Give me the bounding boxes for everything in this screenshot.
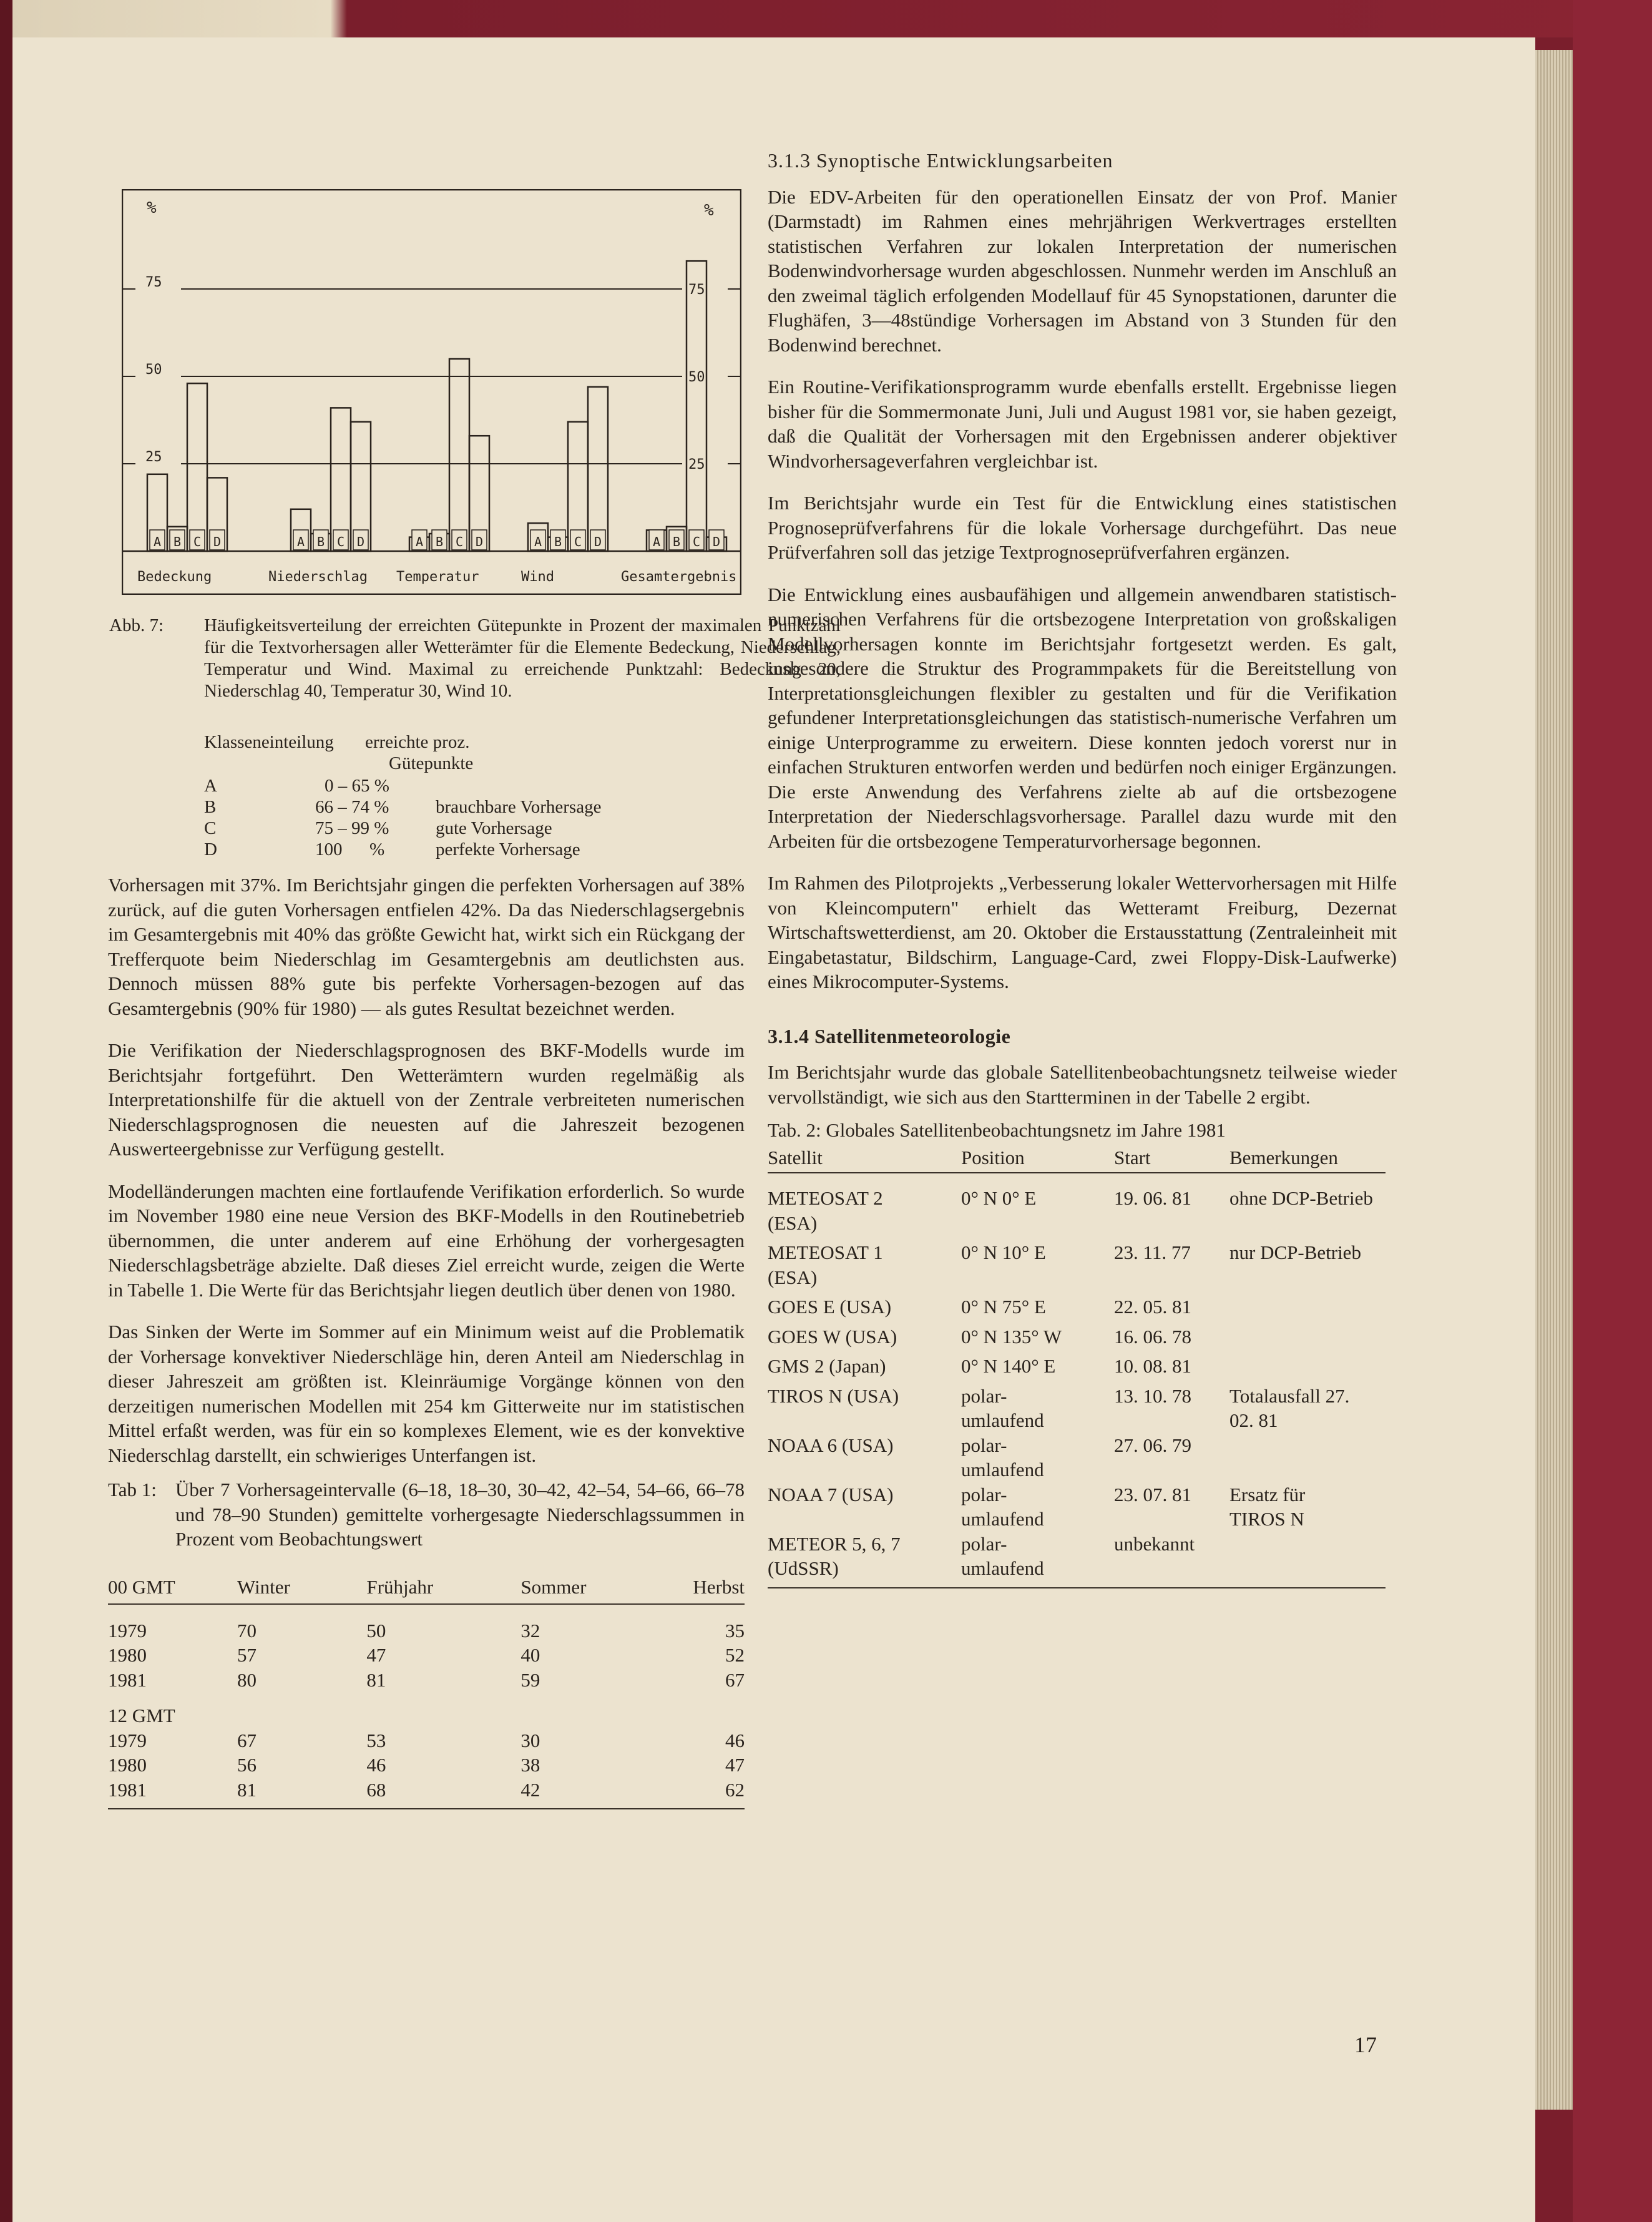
table-cell: TIROS N (USA) — [768, 1384, 899, 1407]
table-cell: 0° N 0° E — [961, 1187, 1037, 1209]
figure-caption-text: Häufigkeitsverteilung der erreichten Gütepunkte in Prozent der maximalen Punktzahl für die Textvorhersagen aller Wetterämter für die Elemente Bedeckung, Niederschlag, Temperatur und Wind. Maximal zu erreichende Punktzahl: Bedeckung 20, Niederschlag 40, Temperatur 30, Wind 10. — [204, 615, 841, 701]
table-row — [768, 1532, 1386, 1588]
table-row — [768, 1324, 1386, 1354]
table-cell: 40 — [521, 1644, 540, 1666]
bar-chart-svg — [122, 189, 741, 595]
table-cell: 38 — [521, 1754, 540, 1776]
class-letter: D — [204, 839, 217, 859]
table-cell: NOAA 7 (USA) — [768, 1483, 894, 1505]
right-column — [768, 149, 1397, 1588]
bar-class-label: A — [296, 534, 305, 549]
paragraph: Ein Routine-Verifikationsprogramm wurde ebenfalls erstellt. Ergebnisse liegen bisher für die Sommermonate Juni, Juli und August 1981 vor, sie haben gezeigt, daß die Qualität der Vorhersagen mit den Ergebnissen anderer objektiver Windvorhersageverfahren vergleichbar ist. — [768, 376, 1397, 472]
class-letter: B — [204, 797, 217, 817]
group-label-bedeckung: Bedeckung — [137, 569, 212, 585]
table-2-caption: Tab. 2: Globales Satellitenbeobachtungsnetz im Jahre 1981 — [768, 1119, 1226, 1141]
bar-class-label: A — [415, 534, 424, 549]
table-cell: ohne DCP-Betrieb — [1229, 1187, 1373, 1209]
bar-class-label: C — [336, 534, 345, 549]
table-cell: 68 — [366, 1778, 386, 1801]
table-row — [108, 1668, 745, 1693]
table-cell: 22. 05. 81 — [1114, 1296, 1191, 1318]
table-cell: 80 — [237, 1668, 257, 1691]
table-header-cell: Position — [961, 1146, 1025, 1168]
classes-header-2: erreichte proz. — [365, 732, 470, 752]
table-cell: 62 — [725, 1778, 745, 1801]
table-header-cell: 00 GMT — [108, 1576, 175, 1598]
bar-class-label: B — [316, 534, 325, 549]
classes-header-1: Klasseneinteilung — [204, 732, 334, 752]
table-cell: 10. 08. 81 — [1114, 1355, 1191, 1377]
paragraph: Im Berichtsjahr wurde das globale Satellitenbeobachtungsnetz teilweise wieder vervollständigt, wie sich aus den Startterminen in der Tabelle 2 ergibt. — [768, 1061, 1397, 1108]
table-row — [108, 1728, 745, 1753]
table-cell — [1229, 1295, 1386, 1324]
table-cell: 23. 11. 77 — [1114, 1241, 1191, 1263]
table-row — [108, 1753, 745, 1778]
bar-class-label: D — [712, 534, 721, 549]
bar-class-label: B — [173, 534, 182, 549]
class-range: 100 % — [315, 839, 385, 859]
book-cover-edge — [1573, 0, 1652, 2222]
table-cell — [1229, 1433, 1386, 1482]
class-letter: C — [204, 818, 217, 838]
table-cell: 0° N 135° W — [961, 1325, 1062, 1348]
group-label-niederschlag: Niederschlag — [268, 569, 368, 585]
table-cell: METEOSAT 1 (ESA) — [768, 1241, 883, 1288]
table-cell: 0° N 75° E — [961, 1296, 1046, 1318]
book-binding — [0, 0, 12, 2222]
bar-class-label: C — [455, 534, 464, 549]
table-cell: 67 — [725, 1668, 745, 1691]
y-tick-label-right: 50 — [688, 370, 705, 385]
y-tick-label-left: 25 — [145, 449, 162, 465]
y-tick-label-right: 75 — [688, 282, 705, 298]
table-cell: 59 — [521, 1668, 540, 1691]
table-cell: 13. 10. 78 — [1114, 1384, 1191, 1407]
table-cell: 1980 — [108, 1644, 147, 1666]
paragraph: Im Rahmen des Pilotprojekts „Verbesserung lokaler Wettervorhersagen mit Hilfe von Kleincomputern" erhielt das Wetteramt Freiburg, Dezernat Wirtschaftswetterdienst, am 20. Oktober die Erstausstattung (Zentraleinheit mit Eingabetastatur, Bildschirm, Language-Card, zwei Floppy-Disk-Laufwerke) eines Mikrocomputer-Systems. — [768, 872, 1397, 992]
table-1-label: Tab 1: — [108, 1479, 157, 1500]
table-cell: 57 — [237, 1644, 257, 1666]
table-row — [108, 1778, 745, 1809]
table-header-cell: Start — [1114, 1146, 1151, 1168]
table-cell: NOAA 6 (USA) — [768, 1434, 894, 1456]
table-cell: unbekannt — [1114, 1532, 1195, 1555]
bar-class-label: D — [594, 534, 602, 549]
table-cell: 70 — [237, 1619, 257, 1642]
paragraph: Die EDV-Arbeiten für den operationellen Einsatz der von Prof. Manier (Darmstadt) im Rahmen eines mehrjährigen Werkvertrages erstellten statistischen Verfahren zur lokalen Interpretation der numerischen Bodenwindvorhersage wurden abgeschlossen. Nunmehr werden im Anschluß an den zweimal täglich erfolgenden Modellauf für 45 Synopstationen, darunter die Flughäfen, 3—48stündige Vorhersagen im Abstand von 3 Stunden für den Bodenwind berechnet. — [768, 185, 1397, 356]
paragraph: Die Entwicklung eines ausbaufähigen und allgemein anwendbaren statistisch-numerischen Verfahrens für die ortsbezogene Interpretation von großskaligen Modellvorhersagen konnte im Berichtsjahr fortgesetzt werden. Es galt, insbesondere die Struktur des Programmpakets für die Bereitstellung von Interpretationsgleichungen flexibler zu gestalten und für die Verifikation gefundener Interpretationsgleichungen das statistisch-numerische Verfahren um einige Unterprogramme zu erweitern. Diese konnten jedoch vorerst nur in einfachen Strukturen entworfen werden und bedürfen noch einiger Ergänzungen. Die erste Anwendung des Verfahrens zielte ab auf die ortsbezogene Interpretation der Niederschlagsvorhersage. Parallel dazu wurde mit den Arbeiten für die ortsbezogene Temperaturvorhersage begonnen. — [768, 583, 1397, 852]
y-axis-label-left: % — [147, 198, 157, 217]
book-page — [12, 37, 1535, 2222]
table-cell: 53 — [366, 1729, 386, 1751]
bar-class-label: C — [692, 534, 701, 549]
bar-gesamtergebnis-c — [687, 261, 706, 551]
section-heading: 3.1.3 Synoptische Entwicklungsarbeiten — [768, 149, 1113, 172]
table-cell: Ersatz für TIROS N — [1229, 1483, 1306, 1530]
table-cell: 47 — [366, 1644, 386, 1666]
paragraph: Im Berichtsjahr wurde ein Test für die Entwicklung eines statistischen Prognoseprüfverfahrens für die lokale Vorhersage durchgeführt. Das neue Prüfverfahren soll das jetzige Textprognoseprüfverfahren ergänzen. — [768, 492, 1397, 563]
table-cell — [1229, 1354, 1386, 1384]
table-cell: polar-umlaufend — [961, 1532, 1044, 1579]
table-cell: 1979 — [108, 1729, 147, 1751]
table-cell: 1981 — [108, 1778, 147, 1801]
book-top-edge — [0, 0, 1652, 37]
y-axis-label-right: % — [704, 201, 714, 220]
table-cell: GOES W (USA) — [768, 1325, 897, 1348]
table-cell: polar-umlaufend — [961, 1483, 1044, 1530]
table-2 — [768, 1145, 1386, 1588]
table-header-cell: Satellit — [768, 1146, 823, 1168]
table-row — [768, 1384, 1386, 1433]
bar-temperatur-c — [449, 359, 469, 551]
bar-class-label: C — [574, 534, 582, 549]
y-tick-label-left: 50 — [145, 362, 162, 378]
figure-caption-label: Abb. 7: — [109, 615, 164, 635]
table-cell: 1979 — [108, 1619, 147, 1642]
bar-bedeckung-c — [187, 383, 207, 551]
table-header-cell: Frühjahr — [366, 1576, 434, 1598]
table-cell: 81 — [366, 1668, 386, 1691]
table-row — [768, 1240, 1386, 1295]
table-header-cell: Winter — [237, 1576, 290, 1598]
table-cell: 16. 06. 78 — [1114, 1325, 1191, 1348]
section-heading: 3.1.4 Satellitenmeteorologie — [768, 1024, 1011, 1047]
table-row — [768, 1354, 1386, 1384]
table-cell: GMS 2 (Japan) — [768, 1355, 886, 1377]
bar-class-label: D — [356, 534, 365, 549]
paragraph: Vorhersagen mit 37%. Im Berichtsjahr gingen die perfekten Vorhersagen auf 38% zurück, auf die guten Vorhersagen entfielen 42%. Da das Niederschlagsergebnis im Gesamtergebnis mit 40% das größte Gewicht hat, wirkt sich ein Rückgang der Trefferquote beim Niederschlag im Gesamtergebnis am deutlichsten aus. Dennoch müssen 88% gute bis perfekte Vorhersagen-bezogen auf das Gesamtergebnis (90% für 1980) — als gutes Resultat bezeichnet werden. — [108, 874, 745, 1019]
paragraph: Das Sinken der Werte im Sommer auf ein Minimum weist auf die Problematik der Vorhersage konvektiver Niederschläge hin, deren Anteil am Niederschlag in dieser Jahreszeit am größten ist. Kleinräumige Vorgänge können von den derzeitigen numerischen Modellen mit 254 km Gitterweite nur im statistischen Mittel erfaßt werden, was für ein so komplexes Element, wie es der konvektive Niederschlag darstellt, ein schwieriges Unterfangen ist. — [108, 1321, 745, 1466]
table-1-caption — [108, 1477, 745, 1575]
table-cell: 47 — [725, 1754, 745, 1776]
group-label-wind: Wind — [521, 569, 554, 585]
bar-class-label: D — [475, 534, 484, 549]
table-row — [768, 1482, 1386, 1532]
table-cell: 0° N 10° E — [961, 1241, 1046, 1263]
table-cell: 19. 06. 81 — [1114, 1187, 1191, 1209]
table-header-cell: Sommer — [521, 1576, 587, 1598]
left-column — [108, 873, 745, 1809]
class-note: perfekte Vorhersage — [436, 839, 580, 859]
bar-chart-figure — [122, 189, 741, 595]
paragraph: Die Verifikation der Niederschlagsprognosen des BKF-Modells wurde im Berichtsjahr fortgeführt. Den Wetterämtern wurden regelmäßig als Interpretationshilfe für die aktuell von der Zentrale verbreiteten numerischen Niederschlagsprognosen die neuesten auf die Jahreszeit bezogenen Auswerteergebnisse zur Verfügung gestellt. — [108, 1039, 745, 1160]
table-cell: GOES E (USA) — [768, 1296, 892, 1318]
y-tick-label-right: 25 — [688, 457, 705, 472]
classes-header-3: Gütepunkte — [389, 753, 474, 773]
class-range: 0 – 65 % — [325, 776, 389, 796]
table-cell: 81 — [237, 1778, 257, 1801]
table-cell — [1229, 1532, 1386, 1588]
table-cell: polar-umlaufend — [961, 1384, 1044, 1431]
bar-class-label: A — [153, 534, 162, 549]
table-cell: Totalausfall 27. 02. 81 — [1229, 1384, 1350, 1431]
bar-class-label: D — [213, 534, 222, 549]
table-cell: polar-umlaufend — [961, 1434, 1044, 1481]
table-cell: 56 — [237, 1754, 257, 1776]
table-row — [768, 1433, 1386, 1482]
bar-class-label: B — [554, 534, 562, 549]
class-range: 66 – 74 % — [315, 797, 389, 817]
table-cell: 46 — [725, 1729, 745, 1751]
table-cell: 1981 — [108, 1668, 147, 1691]
table-header-row — [768, 1145, 1386, 1173]
class-range: 75 – 99 % — [315, 818, 389, 838]
table-cell: 0° N 140° E — [961, 1355, 1056, 1377]
table-cell: 32 — [521, 1619, 540, 1642]
bar-class-label: C — [193, 534, 202, 549]
table-section-row — [108, 1692, 745, 1728]
table-cell: 42 — [521, 1778, 540, 1801]
page-stack-edge — [1535, 50, 1573, 2110]
bar-class-label: A — [652, 534, 661, 549]
bar-class-label: B — [435, 534, 444, 549]
table-row — [768, 1295, 1386, 1324]
table-row — [108, 1618, 745, 1643]
paragraph: Modelländerungen machten eine fortlaufende Verifikation erforderlich. So wurde im November 1980 eine neue Version des BKF-Modells in den Routinebetrieb übernommen, die unter anderem auf eine Erhöhung der vorhergesagten Niederschlagsbeträge abzielte. Daß dieses Ziel erreicht wurde, zeigen die Werte in Tabelle 1. Die Werte für das Berichtsjahr liegen deutlich über denen von 1980. — [108, 1180, 745, 1301]
group-label-gesamtergebnis: Gesamtergebnis — [621, 569, 737, 585]
table-cell: nur DCP-Betrieb — [1229, 1241, 1361, 1263]
class-letter: A — [204, 776, 217, 796]
table-row — [768, 1186, 1386, 1240]
table-cell: 27. 06. 79 — [1114, 1434, 1191, 1456]
table-cell: 46 — [366, 1754, 386, 1776]
table-1-caption-text: Über 7 Vorhersageintervalle (6–18, 18–30, 30–42, 42–54, 54–66, 66–78 und 78–90 Stunden) gemittelte vorhergesagte Niederschlagssummen in Prozent vom Beobachtungswert — [175, 1479, 745, 1550]
table-cell: 1980 — [108, 1754, 147, 1776]
class-note: brauchbare Vorhersage — [436, 797, 602, 817]
table-section-label: 12 GMT — [108, 1705, 175, 1726]
table-header-row — [108, 1575, 745, 1604]
table-cell: 67 — [237, 1729, 257, 1751]
table-row — [108, 1643, 745, 1668]
table-cell: 50 — [366, 1619, 386, 1642]
table-cell: 30 — [521, 1729, 540, 1751]
bar-class-label: B — [672, 534, 681, 549]
table-cell: 52 — [725, 1644, 745, 1666]
bar-class-label: A — [534, 534, 542, 549]
table-header-cell: Herbst — [693, 1576, 745, 1598]
table-1 — [108, 1575, 745, 1809]
bar-wind-d — [588, 387, 608, 551]
table-cell: 23. 07. 81 — [1114, 1483, 1191, 1505]
group-label-temperatur: Temperatur — [396, 569, 479, 585]
y-tick-label-left: 75 — [145, 275, 162, 290]
class-legend — [109, 732, 846, 875]
table-header-cell: Bemerkungen — [1229, 1146, 1338, 1168]
table-cell: METEOSAT 2 (ESA) — [768, 1187, 883, 1234]
table-cell: METEOR 5, 6, 7 (UdSSR) — [768, 1532, 901, 1579]
page-number: 17 — [1354, 2032, 1377, 2057]
table-cell — [1229, 1324, 1386, 1354]
class-note: gute Vorhersage — [436, 818, 552, 838]
table-cell: 35 — [725, 1619, 745, 1642]
